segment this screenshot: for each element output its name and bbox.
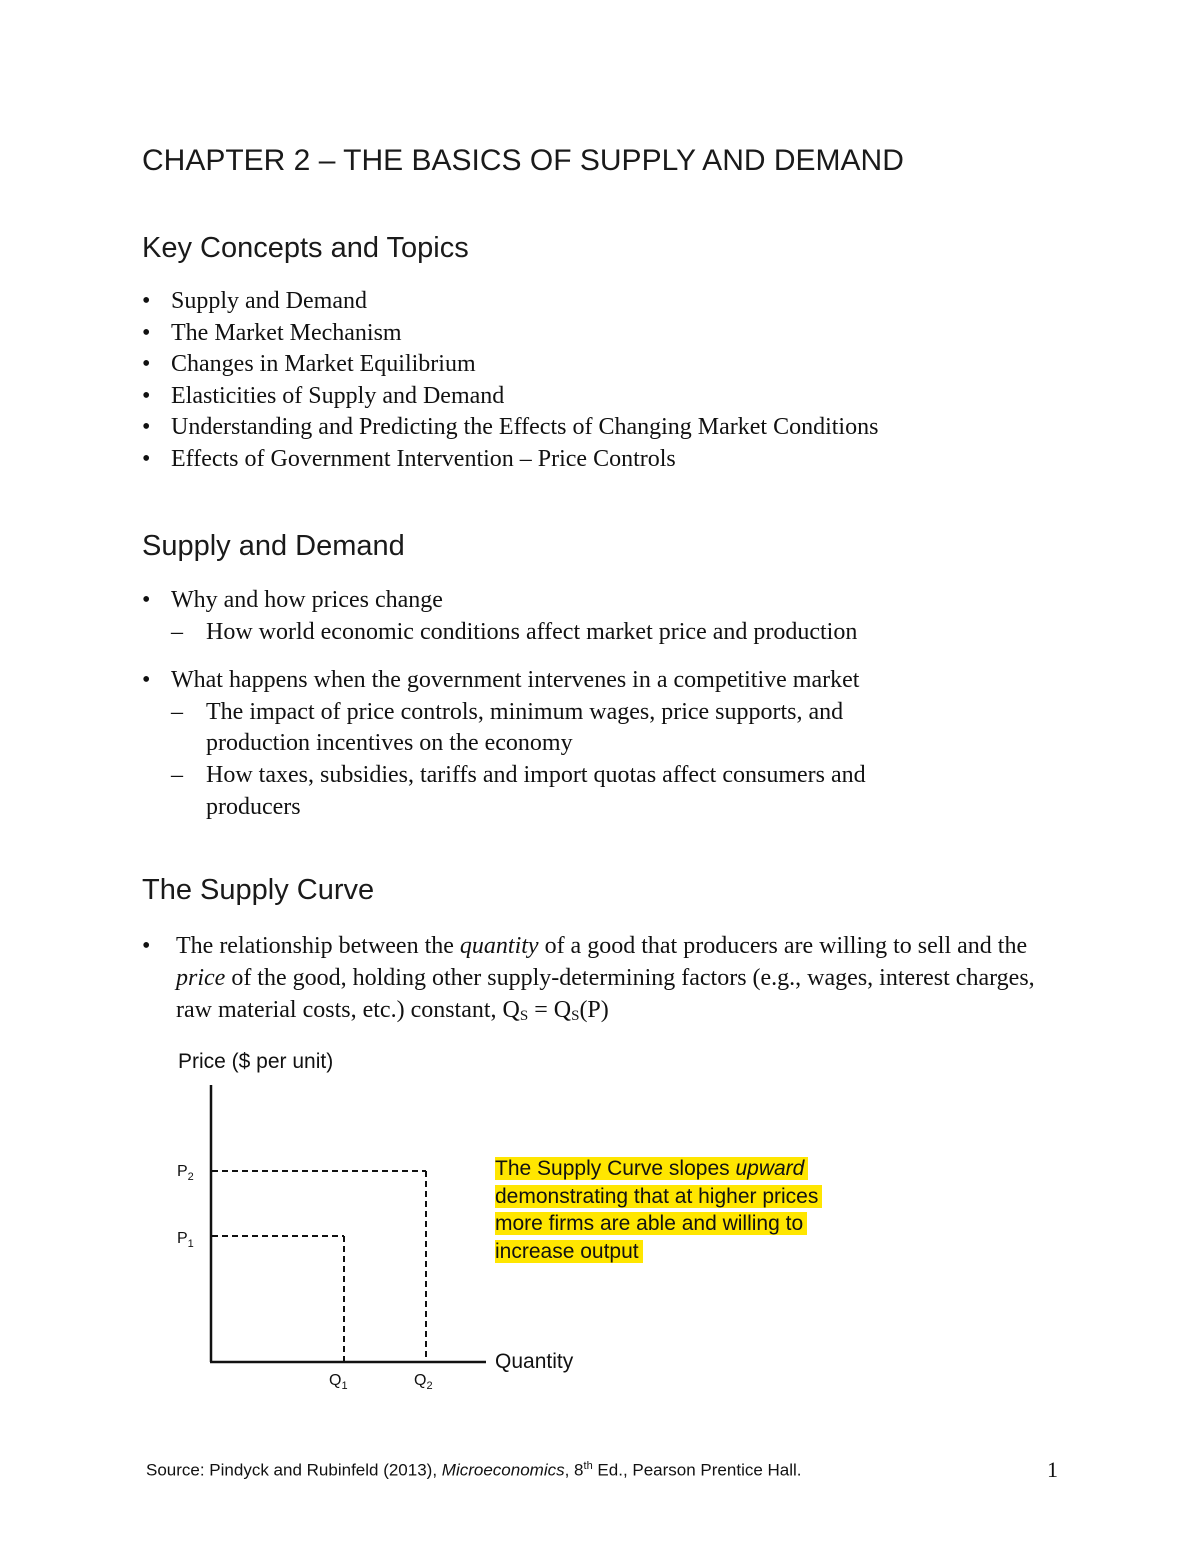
list-item: • Elasticities of Supply and Demand <box>142 381 878 413</box>
chapter-title: CHAPTER 2 – THE BASICS OF SUPPLY AND DEMAND <box>142 144 904 177</box>
p1-label: $P_1$ <box>177 1230 194 1250</box>
source-citation: Source: Pindyck and Rubinfeld (2013), Microeconomics, 8th Ed., Pearson Prentice Hall. <box>146 1460 802 1480</box>
list-item: • Changes in Market Equilibrium <box>142 349 878 381</box>
bullet-icon: • <box>142 288 151 314</box>
bullet-icon: • <box>142 414 151 441</box>
sub-list-item: – How world economic conditions affect market price and production <box>171 617 866 649</box>
dash-icon: – <box>171 761 183 788</box>
highlighted-note: The Supply Curve slopes upward demonstrating that at higher prices more firms are able and willing to increase output <box>495 1155 875 1265</box>
dash-icon: – <box>171 698 183 725</box>
bullet-icon: • <box>142 351 151 378</box>
supply-curve-heading: The Supply Curve <box>142 874 375 906</box>
bullet-icon: • <box>142 667 151 694</box>
x-axis-label: Quantity <box>495 1350 574 1373</box>
dash-icon: – <box>171 618 183 645</box>
p2-label: $P_2$ <box>177 1163 194 1183</box>
list-item: • Effects of Government Intervention – Price Controls <box>142 444 878 476</box>
bullet-icon: • <box>142 933 151 959</box>
q1-label: $Q_1$ <box>329 1372 348 1392</box>
bullet-icon: • <box>142 319 151 346</box>
list-item: • Supply and Demand <box>142 286 878 318</box>
list-item: • What happens when the government intervenes in a competitive market – The impact of price controls, minimum wages, price supports, and production incentives on the economy – How taxes, subsidies, tariffs and import quotas affect consumers and producers <box>142 665 866 823</box>
bullet-icon: • <box>142 445 151 472</box>
sub-list-item: – How taxes, subsidies, tariffs and import quotas affect consumers and producers <box>171 761 866 820</box>
list-item: • The Market Mechanism <box>142 318 878 350</box>
supply-curve-definition: • The relationship between the quantity of a good that producers are willing to sell and the price of the good, holding other supply-determining factors (e.g., wages, interest charges, raw material costs, etc.) constant, $Q_S = Q_S(P)$ <box>142 930 1042 1032</box>
list-item: • Why and how prices change – How world economic conditions affect market price and production <box>142 585 866 648</box>
list-item: • Understanding and Predicting the Effects of Changing Market Conditions <box>142 412 878 444</box>
q2-label: $Q_2$ <box>414 1372 433 1392</box>
page-number: 1 <box>1047 1457 1058 1482</box>
sub-list-item: – The impact of price controls, minimum wages, price supports, and production incentives on the economy <box>171 698 844 757</box>
bullet-icon: • <box>142 587 151 613</box>
key-concepts-heading: Key Concepts and Topics <box>142 232 469 264</box>
y-axis-label: Price ($ per unit) <box>178 1050 334 1073</box>
supply-demand-heading: Supply and Demand <box>142 530 405 562</box>
bullet-icon: • <box>142 382 151 409</box>
